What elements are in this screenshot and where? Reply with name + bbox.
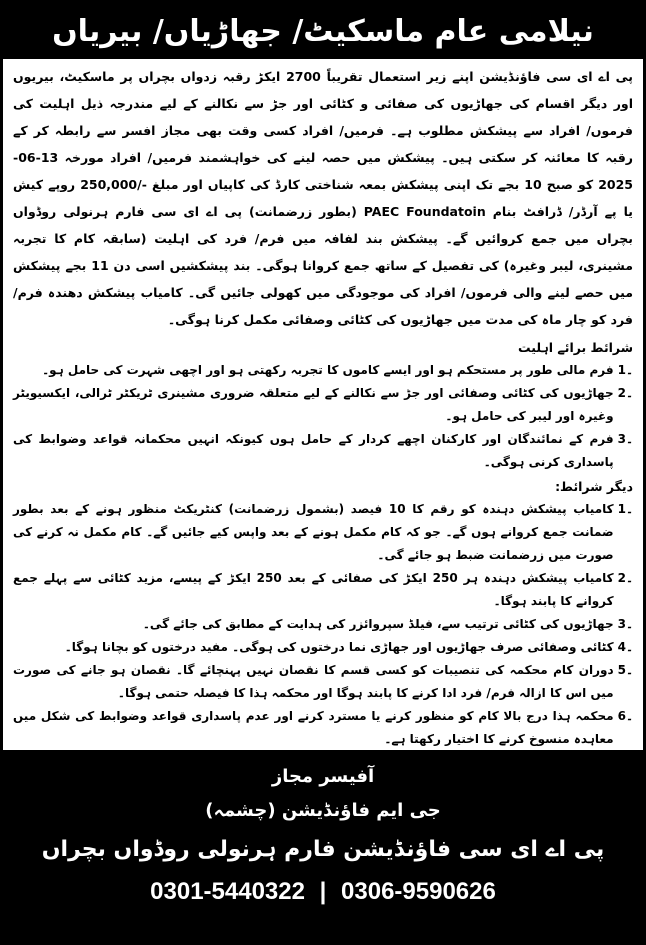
item-number: 3۔	[617, 432, 633, 446]
foundation-name: جی ایم فاؤنڈیشن (چشمہ)	[205, 800, 441, 821]
officer-label: آفیسر مجاز	[271, 766, 375, 787]
phone-numbers: 0301-5440322 | 0306-9590626	[150, 878, 496, 905]
item-number: 6۔	[617, 709, 633, 723]
address-line: پی اے ای سی فاؤنڈیشن فارم ہرنولی روڈواں بچراں	[41, 837, 605, 862]
item-text: کامیاب پیشکش دہندہ ہر 250 ایکڑ کی صفائی کے بعد 250 ایکڑ کے پیسے، مزید کٹائی سے پہلے جمع کروانے کا پابند ہوگا۔	[13, 571, 614, 608]
item-text: جھاڑیوں کی کٹائی ترتیب سے، فیلڈ سپروائزر کی ہدایت کے مطابق کی جائے گی۔	[142, 617, 614, 631]
list-item	[13, 567, 633, 613]
item-number: 2۔	[617, 386, 633, 400]
list-item	[13, 382, 633, 428]
footer-block	[3, 750, 643, 942]
item-text: کٹائی وصفائی صرف جھاڑیوں اور جھاڑی نما درختوں کی ہوگی۔ مفید درختوں کو بچانا ہوگا۔	[64, 640, 614, 654]
list-item	[13, 359, 633, 382]
item-number: 2۔	[617, 571, 633, 585]
item-text: محکمہ ہذا درج بالا کام کو منظور کرنے یا مسترد کرنے اور عدم پاسداری قواعد وضوابط کی شکل میں معاہدہ منسوخ کرنے کا اختیار رکھتا ہے۔	[13, 709, 614, 746]
item-text: فرم مالی طور پر مستحکم ہو اور ایسے کاموں کا تجربہ رکھتی ہو اور اچھی شہرت کی حامل ہو۔	[42, 363, 614, 377]
item-text: کامیاب پیشکش دہندہ کو رقم کا 10 فیصد (بشمول زرضمانت) کنٹریکٹ منظور ہونے کے بعد بطور ضمانت جمع کروانے ہوں گے۔ جو کہ کام مکمل ہونے کے بعد واپس کیے جائیں گے۔ کام مکمل نہ کرنے کی صورت میں زرضمانت ضبط ہو جائے گی۔	[13, 502, 614, 562]
item-text: جھاڑیوں کی کٹائی وصفائی اور جڑ سے نکالنے کے لیے متعلقہ ضروری مشینری ٹریکٹر ٹرالی، ایکسیویٹر وغیرہ اور لیبر کی حامل ہو۔	[13, 386, 614, 423]
list-item	[13, 636, 633, 659]
eligibility-heading: شرائط برائے اہلیت	[518, 340, 633, 355]
item-number: 5۔	[617, 663, 633, 677]
list-item	[13, 428, 633, 474]
list-item	[13, 613, 633, 636]
intro-paragraph: پی اے ای سی فاؤنڈیشن اپنے زیر استعمال تقریباً 2700 ایکڑ رقبہ زدواں بچراں پر ماسکیٹ، بیریوں اور دیگر اقسام کی جھاڑیوں کی صفائی و کٹائی اور جڑ سے نکالنے کے لیے مندرجہ ذیل اہلیت کی فرموں/ افراد سے پیشکش مطلوب ہے۔ فرمیں/ افراد کسی وقت بھی مجاز افسر سے رابطہ کر کے رقبہ کا معائنہ کر سکتی ہیں۔ پیشکش میں حصہ لینے کی خواہشمند فرمیں/ افراد مورخہ 13-06-2025 کو صبح 10 بجے تک اپنی پیشکش بمعہ شناختی کارڈ کی کاپیاں اور مبلغ -/250,000 روپے کیش یا پے آرڈر/ ڈرافٹ بنام PAEC Foundatoin (بطور زرضمانت) پی اے ای سی فارم ہرنولی روڈواں بچراں میں جمع کروائیں گے۔ پیشکش بند لفافہ میں فرم/ فرد کی اہلیت (سابقہ کام کا تجربہ مشینری، لیبر وغیرہ) کی تفصیل کے ساتھ جمع کروانا ہوگی۔ بند پیشکشیں اسی دن 11 بجے پیشکش میں حصے لینے والی فرموں/ افراد کی موجودگی میں کھولی جائیں گی۔ کامیاب پیشکش دھندہ فرم/ فرد کو چار ماہ کی مدت میں جھاڑیوں کی کٹائی وصفائی مکمل کرنا ہوگی۔	[13, 69, 634, 327]
notice-body	[3, 59, 643, 820]
other-conditions-heading: دیگر شرائط:	[555, 479, 633, 494]
item-number: 4۔	[617, 640, 633, 654]
list-item	[13, 659, 633, 705]
item-number: 1۔	[617, 363, 633, 377]
list-item	[13, 705, 633, 751]
eligibility-list	[13, 359, 633, 474]
item-text: دوران کام محکمہ کی تنصیبات کو کسی قسم کا نقصان نہیں پہنچائے گا۔ نقصان ہو جانے کی صورت میں اس کا ازالہ فرم/ فرد ادا کرنے کا پابند ہوگا اور محکمہ ہذا کا فیصلہ حتمی ہوگا۔	[13, 663, 614, 700]
item-text: فرم کے نمائندگان اور کارکنان اچھے کردار کے حامل ہوں کیونکہ انہیں محکمانہ قواعد وضوابط کی پاسداری کرنی ہوگی۔	[13, 432, 614, 469]
item-number: 1۔	[617, 502, 633, 516]
item-number: 3۔	[617, 617, 633, 631]
list-item	[13, 498, 633, 567]
notice-title: نیلامی عام ماسکیٹ/ جھاڑیاں/ بیریاں	[3, 3, 643, 59]
